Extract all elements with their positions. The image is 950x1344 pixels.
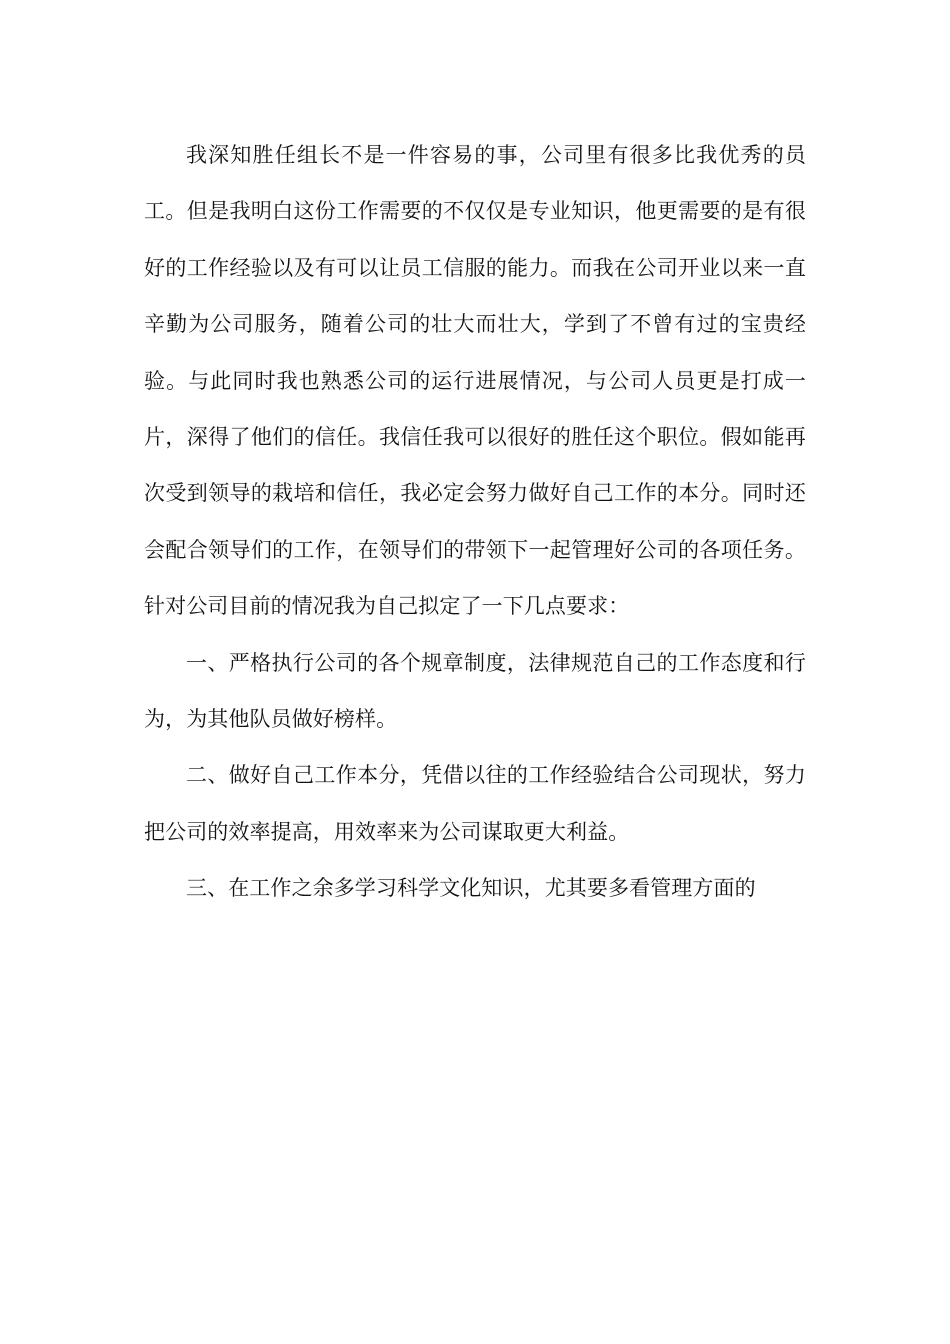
paragraph-item-3: 三、在工作之余多学习科学文化知识，尤其要多看管理方面的	[186, 876, 756, 901]
document-body	[144, 127, 806, 917]
paragraph-item-1: 一、严格执行公司的各个规章制度，法律规范自己的工作态度和行为，为其他队员做好榜样。	[144, 650, 806, 732]
paragraph-intro: 我深知胜任组长不是一件容易的事，公司里有很多比我优秀的员工。但是我明白这份工作需要的不仅仅是专业知识，他更需要的是有很好的工作经验以及有可以让员工信服的能力。而我在公司开业以来一直辛勤为公司服务，随着公司的壮大而壮大，学到了不曾有过的宝贵经验。与此同时我也熟悉公司的运行进展情况，与公司人员更是打成一片，深得了他们的信任。我信任我可以很好的胜任这个职位。假如能再次受到领导的栽培和信任，我必定会努力做好自己工作的本分。同时还会配合领导们的工作，在领导们的带领下一起管理好公司的各项任务。针对公司目前的情况我为自己拟定了一下几点要求：	[144, 143, 806, 619]
paragraph-item-2: 二、做好自己工作本分，凭借以往的工作经验结合公司现状，努力把公司的效率提高，用效率来为公司谋取更大利益。	[144, 763, 806, 844]
